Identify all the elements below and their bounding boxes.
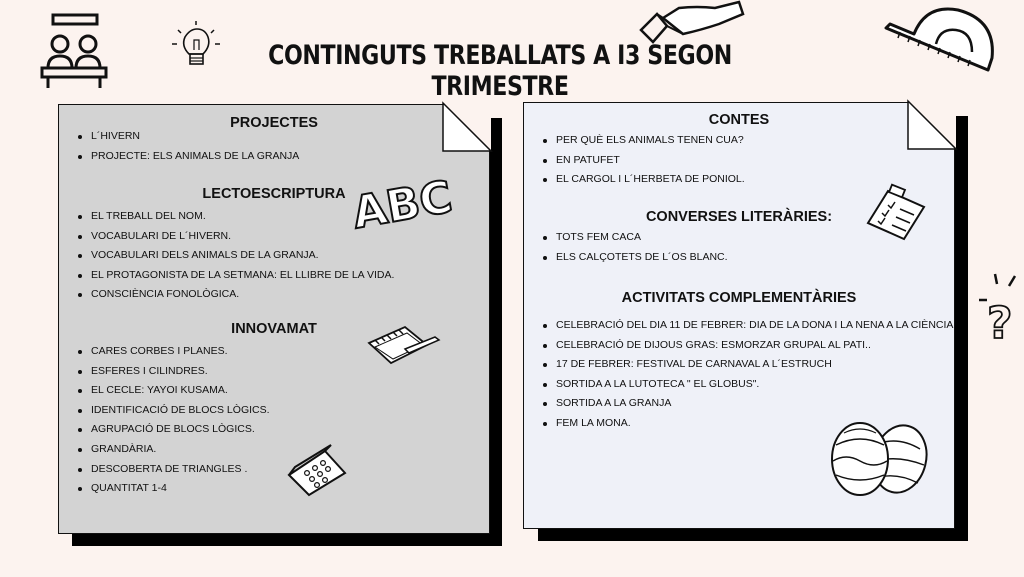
abc-letters-text: ABC xyxy=(348,171,456,240)
left-card xyxy=(58,104,490,534)
contes-list xyxy=(542,131,745,190)
list-item: FEM LA MONA. xyxy=(542,414,953,434)
list-item: VOCABULARI DE L´HIVERN. xyxy=(77,227,394,247)
contes-heading: CONTES xyxy=(708,112,770,128)
page-title: CONTINGUTS TREBALLATS A I3 SEGON TRIMESTRE xyxy=(268,40,732,102)
list-item: AGRUPACIÓ DE BLOCS LÒGICS. xyxy=(77,420,270,440)
list-item: EL PROTAGONISTA DE LA SETMANA: EL LLIBRE DE LA VIDA. xyxy=(77,266,394,286)
list-item: QUANTITAT 1-4 xyxy=(77,479,270,499)
converses-heading: CONVERSES LITERÀRIES: xyxy=(645,209,833,225)
lectoescriptura-heading: LECTOESCRIPTURA xyxy=(202,186,346,202)
projectes-heading: PROJECTES xyxy=(230,115,318,131)
converses-list xyxy=(542,228,728,267)
list-item: ELS CALÇOTETS DE L´OS BLANC. xyxy=(542,248,728,268)
list-item: CELEBRACIÓ DE DIJOUS GRAS: ESMORZAR GRUPAL AL PATI.. xyxy=(542,336,953,356)
list-item: EL CECLE: YAYOI KUSAMA. xyxy=(77,381,270,401)
list-item: SORTIDA A LA GRANJA xyxy=(542,394,953,414)
projectes-list xyxy=(77,127,299,166)
abc-letters-icon xyxy=(347,167,456,240)
clipboard-icon xyxy=(862,183,928,243)
easter-eggs-icon xyxy=(824,415,934,499)
list-item: GRANDÀRIA. xyxy=(77,440,270,460)
list-item: CARES CORBES I PLANES. xyxy=(77,342,270,362)
question-mark-icon xyxy=(975,270,1024,350)
list-item: PROJECTE: ELS ANIMALS DE LA GRANJA xyxy=(77,147,299,167)
innovamat-heading: INNOVAMAT xyxy=(231,321,317,337)
list-item: PER QUÈ ELS ANIMALS TENEN CUA? xyxy=(542,131,745,151)
ruler-protractor-icon xyxy=(880,4,996,78)
list-item: CONSCIÈNCIA FONOLÒGICA. xyxy=(77,285,394,305)
list-item: 17 DE FEBRER: FESTIVAL DE CARNAVAL A L´ESTRUCH xyxy=(542,355,953,375)
list-item: IDENTIFICACIÓ DE BLOCS LÒGICS. xyxy=(77,401,270,421)
list-item: EN PATUFET xyxy=(542,151,745,171)
notebook-pencil-icon xyxy=(365,323,441,367)
list-item: TOTS FEM CACA xyxy=(542,228,728,248)
innovamat-list xyxy=(77,342,270,499)
list-item: EL CARGOL I L´HERBETA DE PONIOL. xyxy=(542,170,745,190)
calendar-icon xyxy=(285,443,351,497)
list-item: EL TREBALL DEL NOM. xyxy=(77,207,394,227)
list-item: CELEBRACIÓ DEL DIA 11 DE FEBRER: DIA DE LA DONA I LA NENA A LA CIÈNCIA xyxy=(542,316,953,336)
question-mark-glyph: ? xyxy=(987,298,1013,349)
list-item: L´HIVERN xyxy=(77,127,299,147)
list-item: ESFERES I CILINDRES. xyxy=(77,362,270,382)
activitats-heading: ACTIVITATS COMPLEMENTÀRIES xyxy=(621,290,857,306)
paint-tube-icon xyxy=(635,0,755,46)
classroom-icon xyxy=(38,12,110,90)
lightbulb-icon xyxy=(170,20,222,74)
list-item: SORTIDA A LA LUTOTECA " EL GLOBUS". xyxy=(542,375,953,395)
right-card xyxy=(523,102,955,529)
list-item: DESCOBERTA DE TRIANGLES . xyxy=(77,460,270,480)
list-item: VOCABULARI DELS ANIMALS DE LA GRANJA. xyxy=(77,246,394,266)
